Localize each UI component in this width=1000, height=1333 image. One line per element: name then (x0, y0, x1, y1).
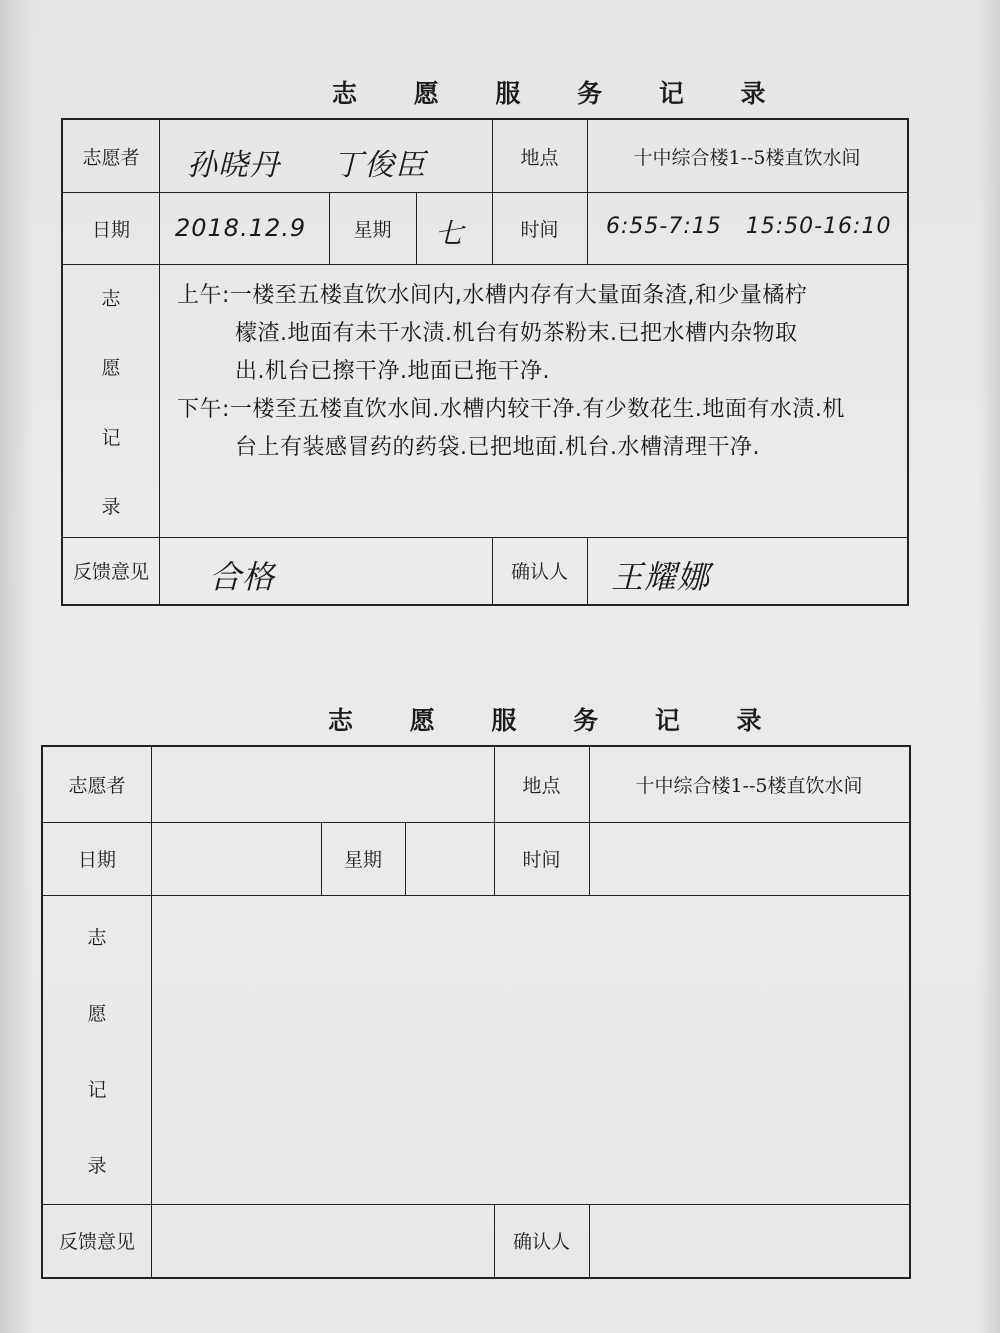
weekday-label: 星期 (353, 218, 392, 241)
form-1-table (61, 118, 909, 606)
form-2-table (41, 745, 911, 1279)
feedback-label: 反馈意见 (58, 1231, 135, 1253)
record-line-4: 下午:一楼至五楼直饮水间.水槽内较干净.有少数花生.地面有水渍.机 (177, 397, 845, 422)
record-line-1: 上午:一楼至五楼直饮水间内,水槽内存有大量面条渣,和少量橘柠 (177, 283, 808, 308)
confirmer-label: 确认人 (512, 1231, 570, 1253)
record-line-5: 台上有装感冒药的药袋.已把地面.机台.水槽清理干净. (235, 435, 760, 460)
time-value: 6:55-7:15 15:50-16:10 (606, 214, 892, 239)
record-line-2: 檬渣.地面有未干水渍.机台有奶茶粉末.已把水槽内杂物取 (235, 321, 798, 346)
form-2-title: 志 愿 服 务 记 录 (328, 706, 786, 735)
record-line-3: 出.机台已擦干净.地面已拖干净. (235, 359, 550, 384)
time-label: 时间 (520, 218, 559, 241)
record-label: 志 愿 记 录 (101, 288, 121, 518)
volunteer-name-2: 丁俊臣 (333, 148, 426, 183)
date-label: 日期 (91, 218, 130, 241)
weekday-value: 七 (435, 217, 465, 250)
page-shadow-left (0, 0, 34, 1333)
time-label: 时间 (522, 849, 561, 871)
location-label: 地点 (522, 775, 561, 797)
weekday-label: 星期 (343, 849, 382, 871)
form-1-title: 志 愿 服 务 记 录 (332, 79, 790, 108)
location-value: 十中综合楼1--5楼直饮水间 (633, 146, 861, 169)
page-shadow-right (978, 0, 1000, 1333)
location-value: 十中综合楼1--5楼直饮水间 (635, 775, 863, 797)
location-label: 地点 (520, 146, 559, 169)
feedback-label: 反馈意见 (72, 561, 149, 583)
volunteer-label: 志愿者 (82, 146, 140, 169)
date-value: 2018.12.9 (175, 214, 307, 242)
volunteer-label: 志愿者 (68, 775, 126, 797)
feedback-value: 合格 (209, 558, 276, 596)
confirmer-label: 确认人 (510, 561, 568, 583)
volunteer-name-1: 孙晓丹 (187, 148, 280, 183)
confirmer-signature: 王耀娜 (611, 558, 711, 596)
record-label: 志 愿 记 录 (87, 927, 107, 1177)
date-label: 日期 (77, 849, 116, 871)
